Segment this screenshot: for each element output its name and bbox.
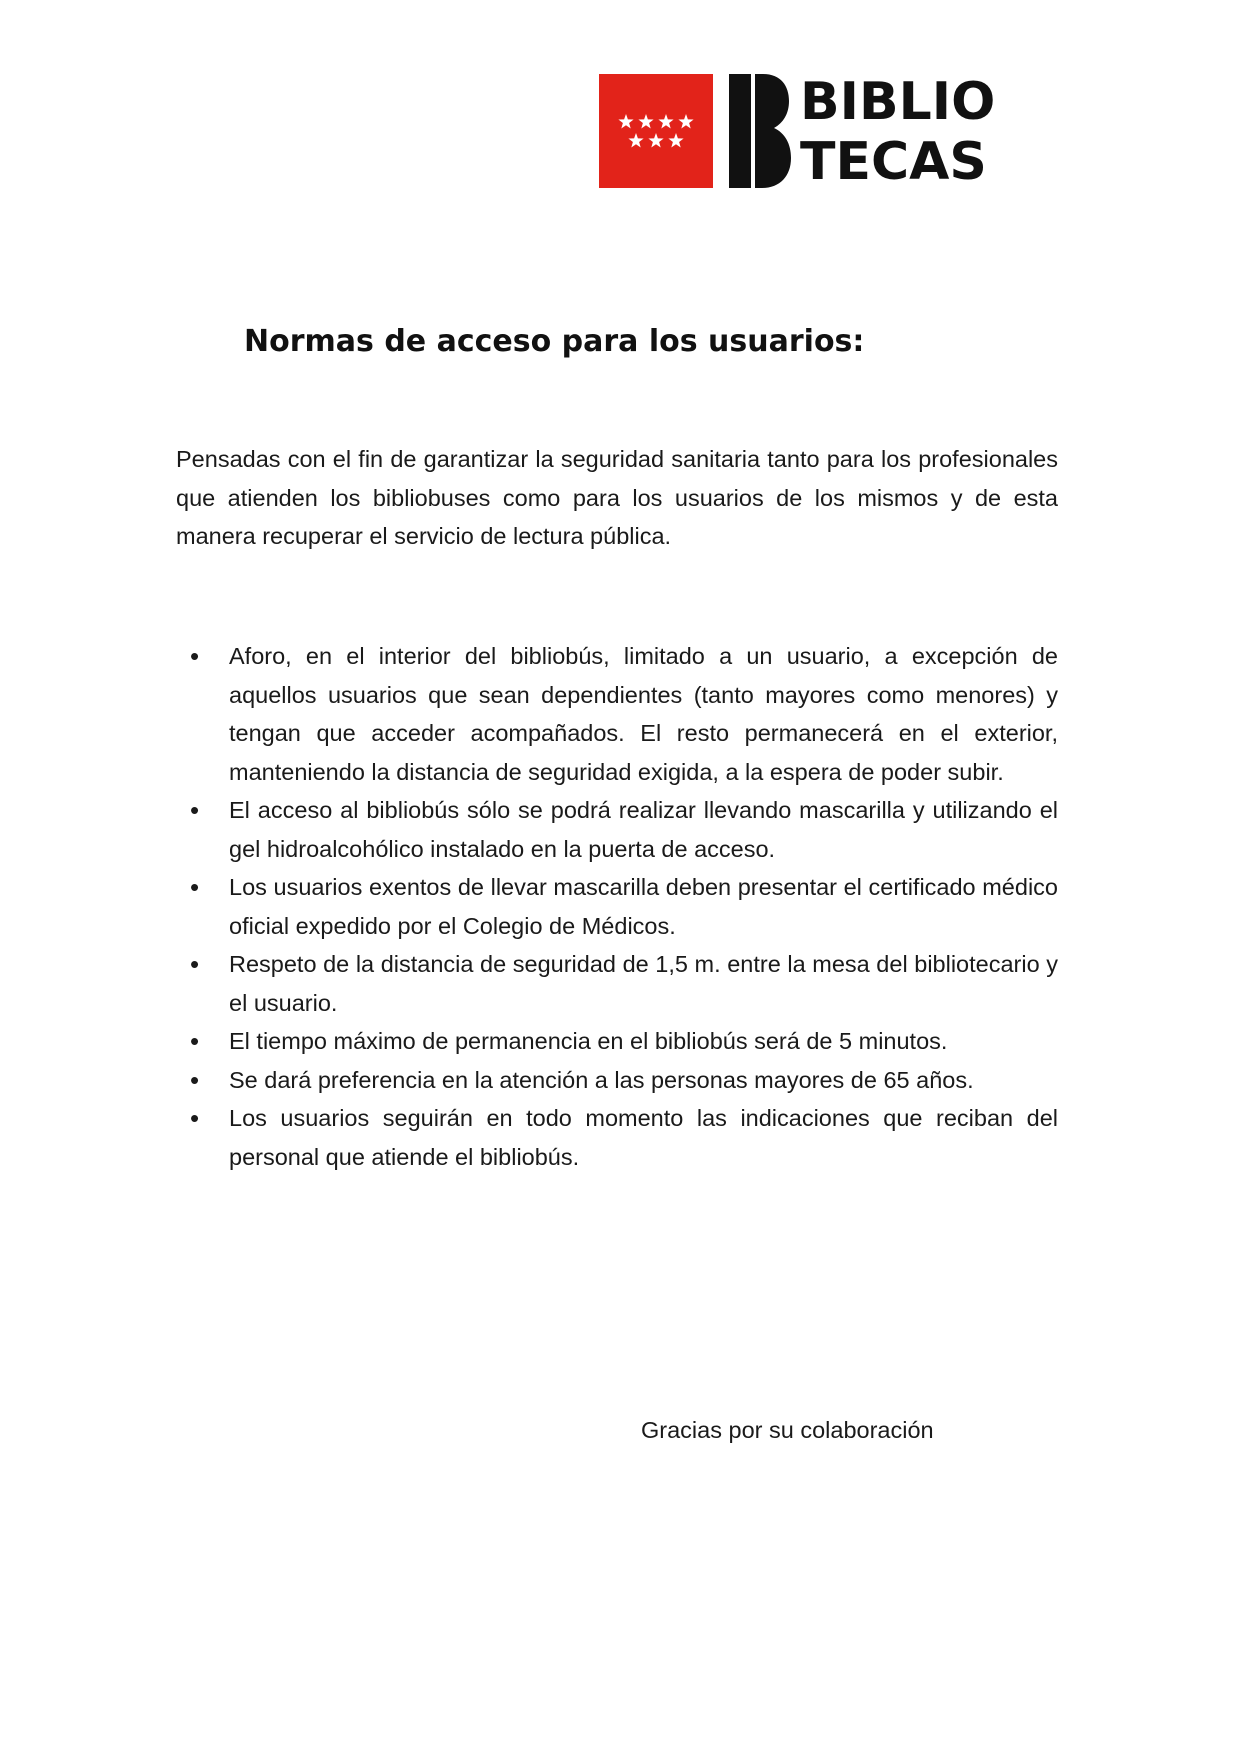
list-item: • Los usuarios seguirán en todo momento las indicaciones que reciban del personal que atiende el bibliobús. (176, 1099, 1058, 1176)
list-item: • Respeto de la distancia de seguridad de 1,5 m. entre la mesa del bibliotecario y el usuario. (176, 945, 1058, 1022)
comunidad-madrid-flag (599, 74, 713, 188)
list-item: • Aforo, en el interior del bibliobús, limitado a un usuario, a excepción de aquellos usuarios que sean dependientes (tanto mayores como menores) y tengan que acceder acompañados. El resto permanecerá en el exterior, manteniendo la distancia de seguridad exigida, a la espera de poder subir. (176, 637, 1058, 791)
intro-paragraph: Pensadas con el fin de garantizar la seguridad sanitaria tanto para los profesionales que atienden los bibliobuses como para los usuarios de los mismos y de esta manera recuperar el servicio de lectura pública. (176, 446, 1058, 549)
logo-word-tecas: TECAS (800, 132, 987, 192)
closing-thanks: Gracias por su colaboración (641, 1417, 934, 1443)
list-item: • El acceso al bibliobús sólo se podrá realizar llevando mascarilla y utilizando el gel hidroalcohólico instalado en la puerta de acceso. (176, 791, 1058, 868)
list-item: • Se dará preferencia en la atención a las personas mayores de 65 años. (176, 1061, 1058, 1100)
list-item: • El tiempo máximo de permanencia en el bibliobús será de 5 minutos. (176, 1022, 1058, 1061)
b-mark-icon (729, 74, 791, 188)
seven-stars-icon (599, 74, 713, 188)
rules-list (176, 637, 1058, 1176)
document-title: Normas de acceso para los usuarios: (244, 324, 865, 359)
bibliotecas-logo (599, 72, 1059, 192)
list-item: • Los usuarios exentos de llevar mascarilla deben presentar el certificado médico oficial expedido por el Colegio de Médicos. (176, 868, 1058, 945)
logo-word-biblio: BIBLIO (800, 72, 996, 132)
